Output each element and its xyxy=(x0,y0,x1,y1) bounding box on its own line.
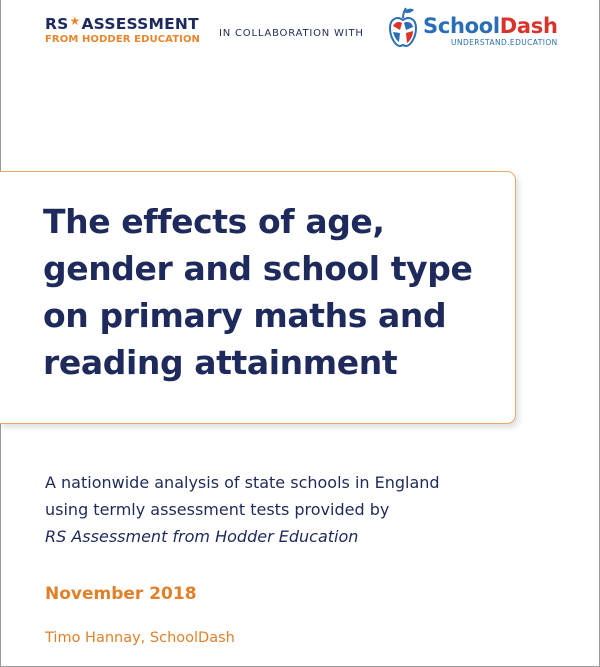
report-title xyxy=(43,198,513,386)
rs-assessment-logo xyxy=(45,15,200,45)
publication-date: November 2018 xyxy=(45,584,197,604)
schooldash-tagline: UNDERSTAND.EDUCATION xyxy=(451,38,558,47)
rs-logo-rs: RS xyxy=(45,15,69,33)
star-icon: ★ xyxy=(69,14,81,28)
title-line: The effects of age, xyxy=(43,202,385,241)
title-line: on primary maths and xyxy=(43,296,447,335)
collaboration-text: IN COLLABORATION WITH xyxy=(219,28,364,39)
title-box xyxy=(0,171,516,424)
title-line: reading attainment xyxy=(43,343,398,382)
rs-logo-subline: FROM HODDER EDUCATION xyxy=(45,34,201,45)
schooldash-name-dash: Dash xyxy=(499,14,558,38)
subtitle-line: A nationwide analysis of state schools in England xyxy=(45,473,440,492)
schooldash-name-school: School xyxy=(423,14,500,38)
apple-icon xyxy=(387,6,419,50)
title-line: gender and school type xyxy=(43,249,473,288)
rs-logo-assessment: ASSESSMENT xyxy=(81,15,199,33)
report-subtitle xyxy=(45,469,565,550)
schooldash-logo xyxy=(387,6,558,50)
subtitle-line: RS Assessment from Hodder Education xyxy=(45,527,359,546)
author-line: Timo Hannay, SchoolDash xyxy=(45,630,235,646)
subtitle-line: using termly assessment tests provided by xyxy=(45,500,390,519)
